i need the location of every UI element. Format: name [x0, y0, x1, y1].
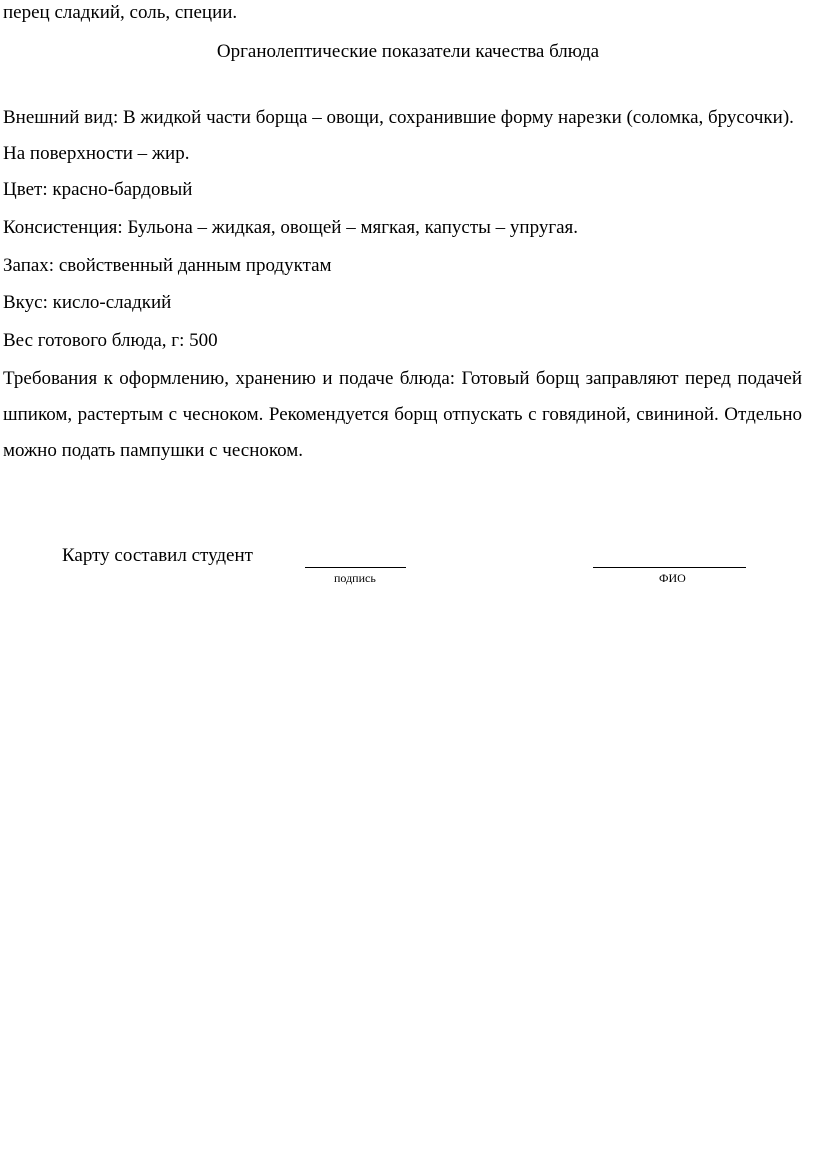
signature-line: [305, 567, 406, 568]
smell-value: свойственный данным продуктам: [58, 255, 332, 276]
compiled-by-text: Карту составил студент: [62, 545, 253, 566]
weight-value: 500: [189, 330, 218, 351]
weight-label: Вес готового блюда, г:: [3, 330, 185, 351]
smell-row: [3, 248, 802, 284]
name-line: [593, 567, 746, 568]
requirements-value: Готовый борщ заправляют перед подачей шпиком, растертым с чесноком. Рекомендуется борщ отпускать с говядиной, свининой. Отдельно можно подать пампушки с чесноком.: [3, 368, 802, 461]
consistency-label: Консистенция:: [3, 217, 123, 238]
smell-label: Запах:: [3, 255, 55, 276]
signature-caption: подпись: [334, 571, 376, 585]
taste-value: кисло-сладкий: [52, 292, 172, 313]
requirements-label: Требования к оформлению, хранению и подаче блюда:: [3, 368, 456, 389]
requirements-row: [3, 361, 802, 469]
name-caption: ФИО: [659, 571, 686, 585]
consistency-value: Бульона – жидкая, овощей – мягкая, капусты – упругая.: [127, 217, 579, 238]
weight-row: [3, 323, 802, 359]
consistency-row: [3, 210, 802, 246]
color-row: [3, 172, 802, 208]
taste-label: Вкус:: [3, 292, 48, 313]
color-value: красно-бардовый: [52, 179, 193, 200]
appearance-value: В жидкой части борща – овощи, сохранившие форму нарезки (соломка, брусочки). На поверхности – жир.: [3, 107, 794, 164]
section-title: Органолептические показатели качества блюда: [216, 41, 600, 62]
color-label: Цвет:: [3, 179, 48, 200]
taste-row: [3, 285, 802, 321]
ingredients-fragment: перец сладкий, соль, специи.: [3, 2, 238, 23]
appearance-label: Внешний вид:: [3, 107, 119, 128]
appearance-row: [3, 100, 802, 172]
